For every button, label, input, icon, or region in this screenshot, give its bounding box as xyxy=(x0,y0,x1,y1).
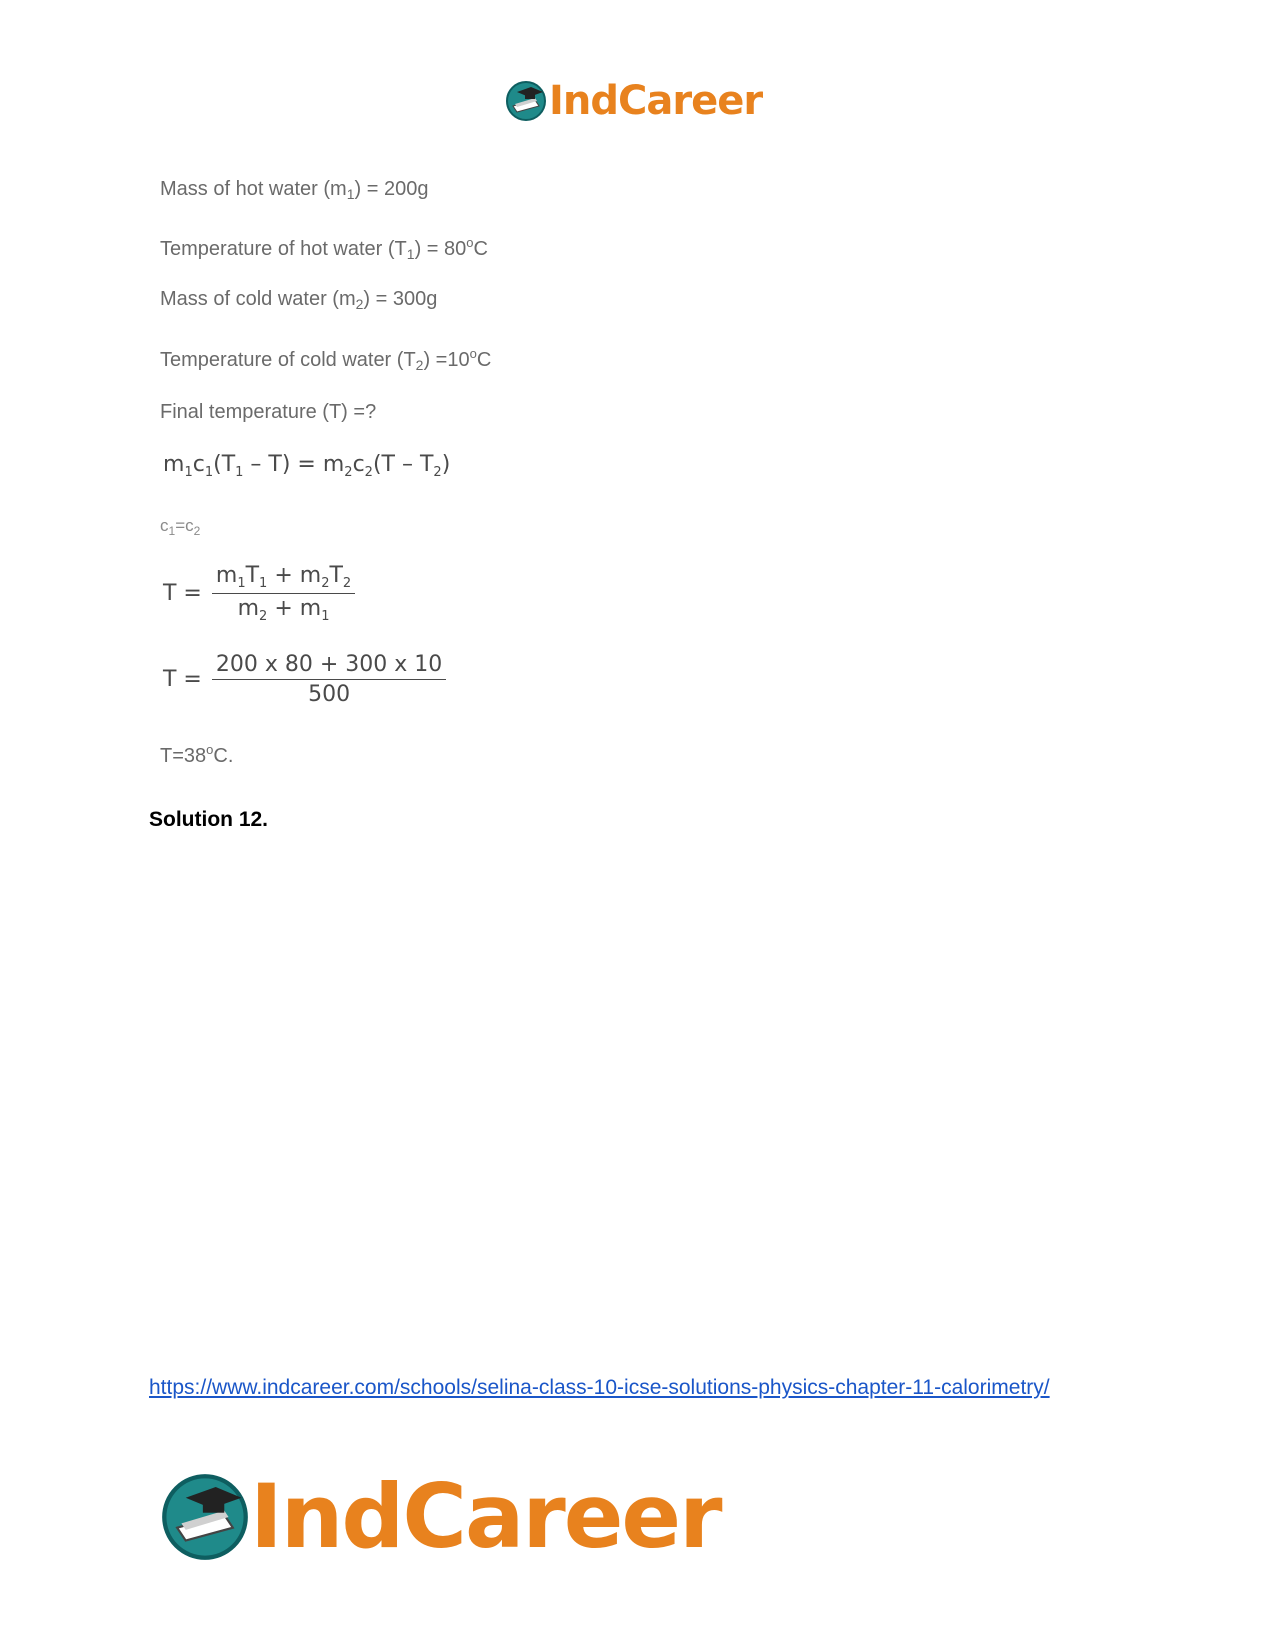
temp-cold-water-line: Temperature of cold water $(T_2) =10^oC$ xyxy=(160,346,492,373)
substitution-denominator: 500 xyxy=(308,682,351,707)
mass-hot-water-line: Mass of hot water $(m_1) = 200g$ xyxy=(160,178,429,202)
substitution-numerator: 200 x 80 + 300 x 10 xyxy=(212,652,446,680)
specific-heat-equality: $c_1=c_2$ xyxy=(160,516,201,538)
final-temperature-formula: T = $\frac{m_1T_1 + m_2T_2}{m_2 + m_1}$ xyxy=(163,563,355,624)
header-logo xyxy=(505,78,762,124)
formula-numerator: $m_1T_1 + m_2T_2$ xyxy=(212,563,355,594)
mass-cold-water-line: Mass of cold water $(m_2) = 300g$ xyxy=(160,288,438,312)
heat-balance-equation: $m_1c_1(T_1 - T) = m_2c_2(T - T_2)$ xyxy=(163,452,451,480)
final-temperature-line: Final temperature (T) =? xyxy=(160,401,377,423)
substitution-formula: T = $\frac{200 x 80 + 300 x 10}{500}$ xyxy=(163,652,446,707)
formula-denominator: $m_2 + m_1$ xyxy=(237,596,330,624)
solution-12-heading: Solution 12. xyxy=(149,808,269,831)
result-line: $T=38^oC$. xyxy=(160,742,234,767)
footer-logo xyxy=(160,1465,721,1568)
logo-emblem-icon xyxy=(160,1472,250,1562)
logo-wordmark: IndCareer xyxy=(250,1465,721,1568)
logo-emblem-icon xyxy=(505,80,547,122)
source-url-link[interactable]: https://www.indcareer.com/schools/selina-class-10-icse-solutions-physics-chapter-11-calorimetry/ xyxy=(149,1376,1050,1399)
logo-wordmark: IndCareer xyxy=(549,78,763,124)
temp-hot-water-line: Temperature of hot water $(T_1) = 80^oC$ xyxy=(160,235,488,262)
